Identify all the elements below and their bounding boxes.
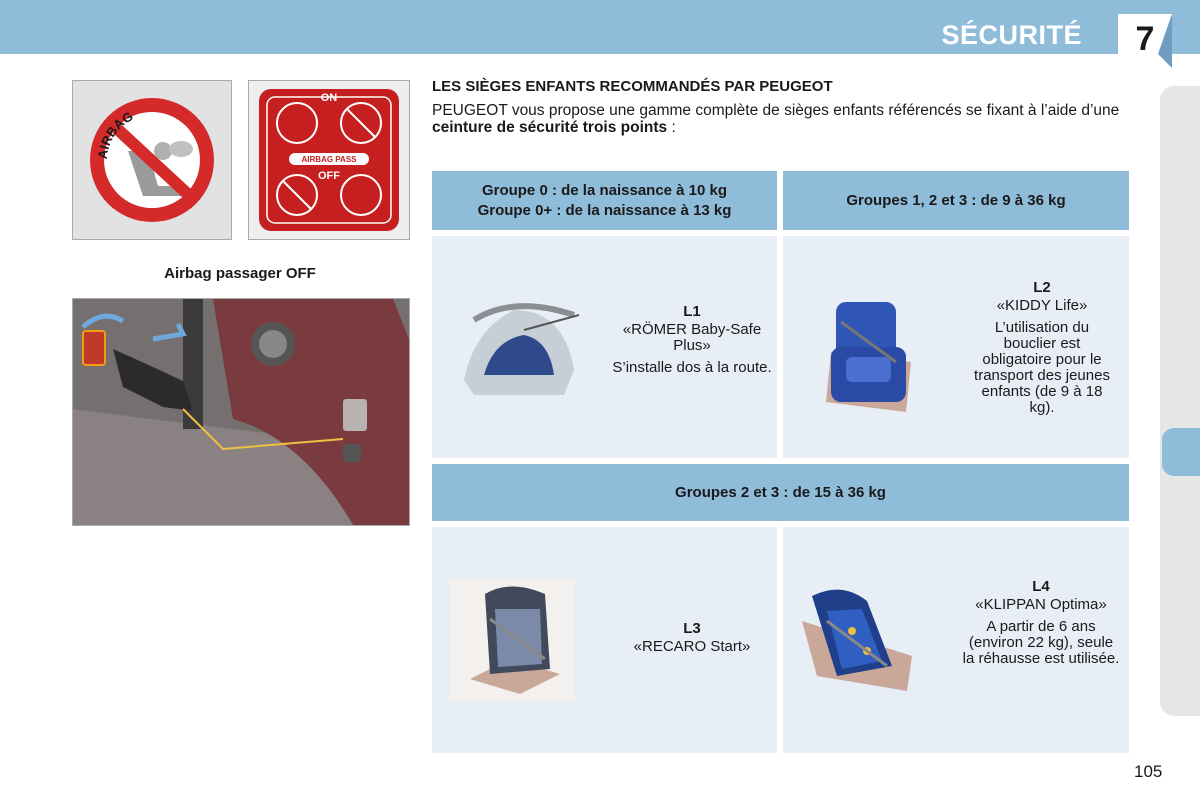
booster-seat-with-shield-icon xyxy=(811,292,921,422)
seat-cell-l2 xyxy=(783,236,1129,458)
seat-note: S’installe dos à la route. xyxy=(612,359,772,376)
seat-text-l2 xyxy=(969,280,1115,416)
baby-carrier-seat-icon xyxy=(454,290,584,410)
side-strip xyxy=(1160,86,1200,716)
group-0-plus-label: Groupe 0+ : de la naissance à 13 kg xyxy=(477,201,732,219)
page-number: 105 xyxy=(1134,762,1163,781)
switch-on-label: ON xyxy=(320,92,338,104)
seat-cell-l3 xyxy=(432,527,777,753)
seat-name: «KIDDY Life» xyxy=(996,297,1088,314)
chapter-number: 7 xyxy=(1135,20,1155,58)
dashboard-key-switch-illustration xyxy=(72,298,410,526)
switch-off-label: OFF xyxy=(318,170,340,182)
group-0-label: Groupe 0 : de la naissance à 10 kg xyxy=(481,181,728,199)
switch-band-label: AIRBAG PASS xyxy=(301,155,357,164)
section-heading: LES SIÈGES ENFANTS RECOMMANDÉS PAR PEUGEOT xyxy=(432,78,833,95)
seat-note: L’utilisation du bouclier est obligatoire pour le transport des jeunes enfants (de 9 à 18 kg). xyxy=(974,319,1110,416)
seat-text-l1 xyxy=(612,304,772,376)
image-caption: Airbag passager OFF xyxy=(164,265,316,282)
seat-code: L2 xyxy=(1033,279,1051,296)
seat-name: «RÖMER Baby-Safe Plus» xyxy=(622,321,762,354)
airbag-sign-text: AIRBAG xyxy=(94,108,136,160)
seat-name: «RECARO Start» xyxy=(633,638,751,655)
seat-cell-l1 xyxy=(432,236,777,458)
group-123-header xyxy=(783,171,1129,230)
chapter-side-tab[interactable] xyxy=(1162,428,1200,476)
seat-text-l4 xyxy=(961,579,1121,667)
airbag-warning-sign xyxy=(72,80,232,240)
seat-name: «KLIPPAN Optima» xyxy=(975,596,1107,613)
high-back-booster-seat-icon xyxy=(450,579,574,701)
seat-code: L1 xyxy=(683,303,701,320)
group-23-header xyxy=(432,464,1129,521)
no-rear-facing-seat-icon xyxy=(73,81,231,239)
intro-text-end: : xyxy=(667,119,676,136)
seat-text-l3 xyxy=(612,621,772,655)
group-0-header xyxy=(432,171,777,230)
seat-note: A partir de 6 ans (environ 22 kg), seule la réhausse est utilisée. xyxy=(962,618,1120,667)
seat-code: L3 xyxy=(683,620,701,637)
seat-cell-l4 xyxy=(783,527,1129,753)
group-123-label: Groupes 1, 2 et 3 : de 9 à 36 kg xyxy=(846,191,1066,209)
intro-text: PEUGEOT vous propose une gamme complète de sièges enfants référencés se fixant à l’aide d’une xyxy=(432,102,1120,119)
section-title: SÉCURITÉ xyxy=(941,20,1082,50)
convertible-booster-seat-icon xyxy=(797,581,917,701)
intro-emphasis: ceinture de sécurité trois points xyxy=(432,119,668,136)
airbag-switch-label xyxy=(248,80,410,240)
intro-paragraph xyxy=(432,102,1132,136)
seat-code: L4 xyxy=(1032,578,1050,595)
group-23-label: Groupes 2 et 3 : de 15 à 36 kg xyxy=(675,483,886,501)
